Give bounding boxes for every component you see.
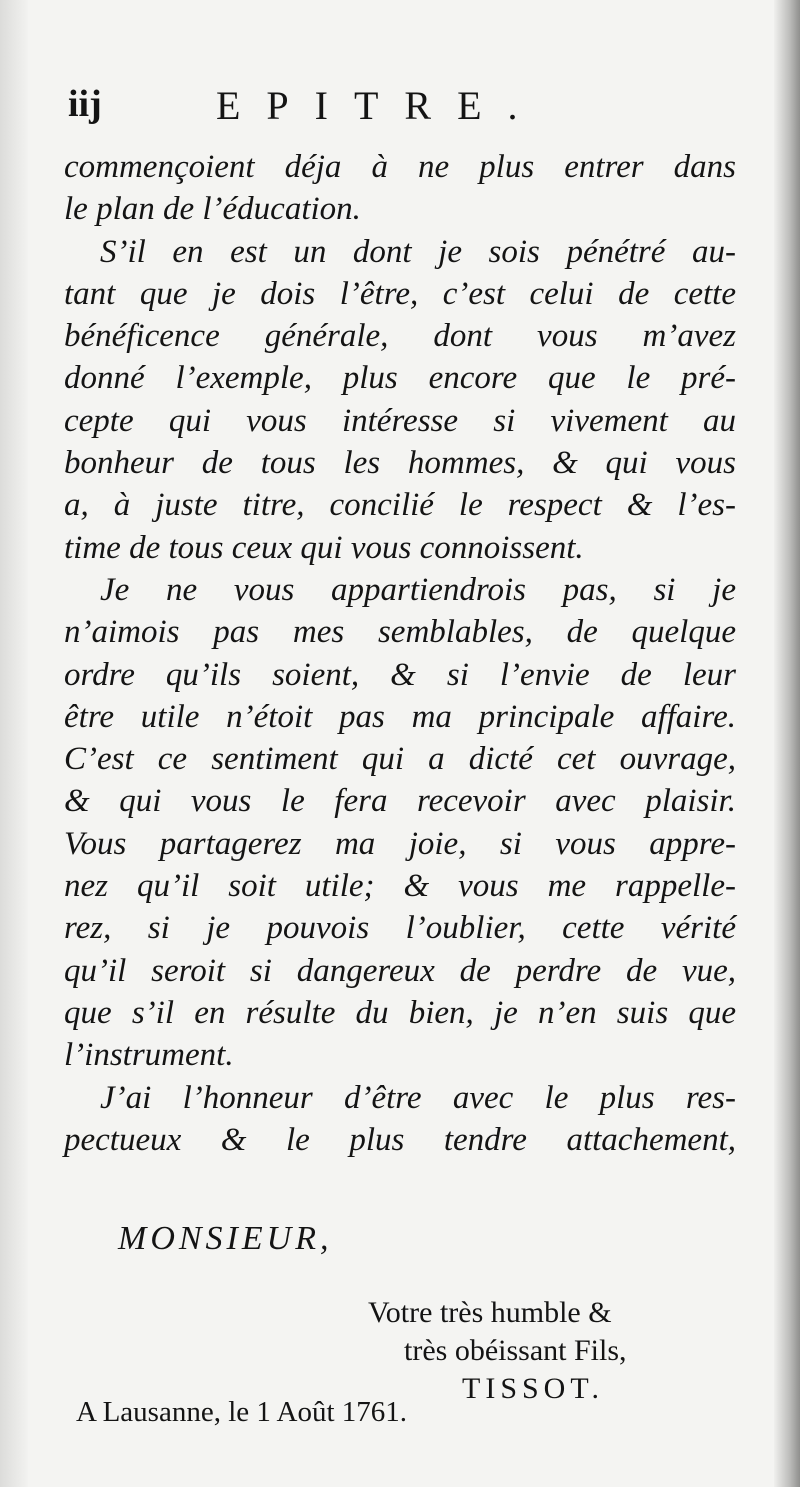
body-text: [64, 146, 736, 1161]
text-line: rez, si je pouvois l’oublier, cette vérité: [64, 910, 736, 947]
text-line: bonheur de tous les hommes, & qui vous: [64, 445, 736, 482]
salutation: MONSIEUR,: [118, 1220, 333, 1257]
text-line: l’instrument.: [64, 1037, 234, 1074]
text-line: C’est ce sentiment qui a dicté cet ouvrage,: [64, 741, 736, 778]
text-line: a, à juste titre, concilié le respect & l’es-: [64, 487, 736, 524]
text-line: le plan de l’éducation.: [64, 191, 361, 228]
text-line: & qui vous le fera recevoir avec plaisir.: [64, 783, 736, 820]
text-line: bénéficence générale, dont vous m’avez: [64, 318, 736, 355]
text-line: n’aimois pas mes semblables, de quelque: [64, 614, 736, 651]
text-line: Vous partagerez ma joie, si vous appre-: [64, 825, 736, 862]
signature-line: Votre très humble &: [368, 1296, 612, 1329]
signature-line: très obéissant Fils,: [404, 1334, 627, 1367]
text-line: J’ai l’honneur d’être avec le plus res-: [100, 1079, 736, 1116]
text-line: commençoient déja à ne plus entrer dans: [64, 149, 736, 185]
page-number: iij: [68, 83, 102, 125]
text-line: Je ne vous appartiendrois pas, si je: [100, 571, 736, 608]
signature-name: TISSOT.: [462, 1372, 604, 1405]
text-line: donné l’exemple, plus encore que le pré-: [64, 360, 736, 397]
text-line: être utile n’étoit pas ma principale affaire.: [64, 698, 736, 735]
text-line: tant que je dois l’être, c’est celui de cette: [64, 275, 736, 312]
signature-block: [368, 1294, 728, 1408]
text-line: ordre qu’ils soient, & si l’envie de leur: [64, 656, 736, 693]
running-title: EPITRE.: [216, 83, 544, 128]
text-line: que s’il en résulte du bien, je n’en suis que: [64, 994, 736, 1031]
text-line: qu’il seroit si dangereux de perdre de vue,: [64, 952, 736, 989]
text-line: time de tous ceux qui vous connoissent.: [64, 529, 584, 566]
page-gutter-shadow: [0, 0, 28, 1487]
dateline: A Lausanne, le 1 Août 1761.: [76, 1396, 408, 1428]
text-line: S’il en est un dont je sois pénétré au-: [100, 233, 736, 270]
text-line: pectueux & le plus tendre attachement,: [64, 1121, 736, 1158]
text-line: nez qu’il soit utile; & vous me rappelle-: [64, 868, 736, 905]
page-header: [68, 82, 708, 132]
page-edge-shadow: [774, 0, 800, 1487]
text-line: cepte qui vous intéresse si vivement au: [64, 402, 736, 439]
